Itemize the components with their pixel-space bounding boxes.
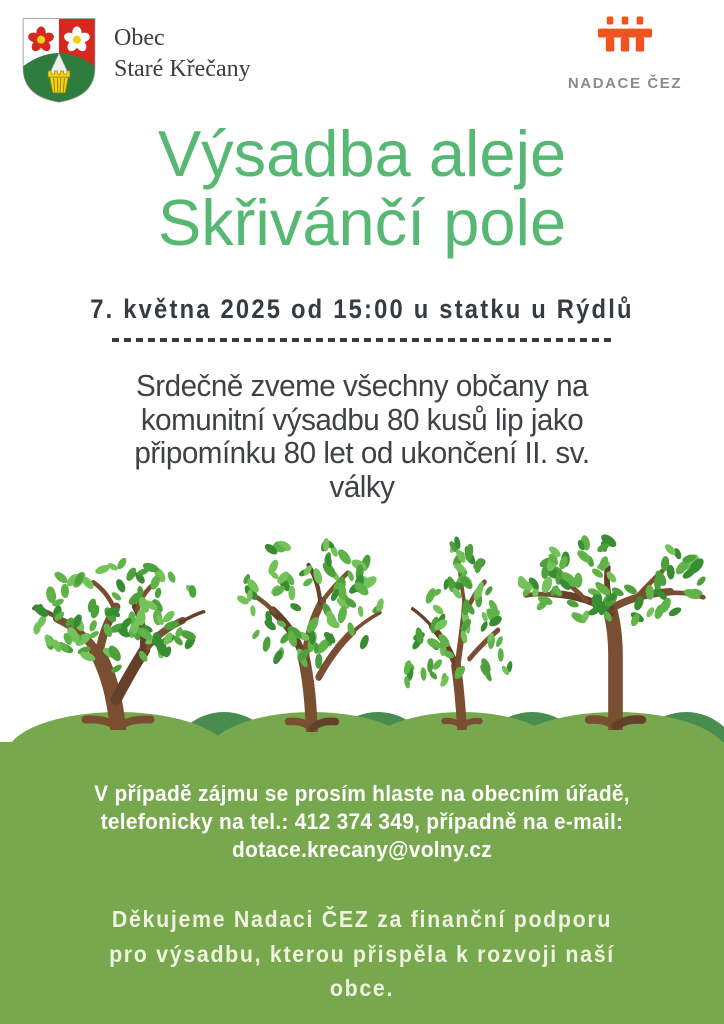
- dashed-divider: [112, 338, 612, 342]
- thanks-line: pro výsadbu, kterou přispěla k rozvoji naší: [109, 940, 615, 967]
- poster-title-line2: Skřivánčí pole: [157, 185, 567, 259]
- municipality-name: [114, 16, 251, 85]
- poster-title: [0, 117, 724, 259]
- thanks-line: Děkujeme Nadaci ČEZ za finanční podporu: [111, 906, 613, 932]
- trees-illustration: [0, 500, 724, 760]
- contact-line: V případě zájmu se prosím hlaste na obecním úřadě,: [94, 781, 630, 806]
- event-date-line: 7. května 2025 od 15:00 u statku u Rýdlů: [90, 294, 634, 324]
- invitation-line: války: [329, 469, 395, 504]
- tree-icon: [387, 525, 537, 730]
- thanks-line: obce.: [329, 975, 395, 1001]
- municipality-name-line1: Obec: [114, 25, 165, 51]
- invitation-line: připomínku 80 let od ukončení II. sv.: [134, 436, 590, 471]
- tree-icon: [23, 530, 213, 730]
- nadace-cez-icon: [597, 14, 653, 62]
- municipality-branding: [20, 16, 251, 104]
- poster-title-line1: Výsadba aleje: [157, 117, 567, 190]
- contact-email: dotace.krecany@volny.cz: [231, 837, 493, 863]
- nadace-cez-label: NADACE ČEZ: [567, 75, 683, 92]
- contact-line: telefonicky na tel.: 412 374 349, případně na e-mail:: [100, 809, 624, 835]
- municipality-name-line2: Staré Křečany: [114, 56, 251, 83]
- tree-icon: [518, 515, 713, 730]
- invitation-line: komunitní výsadbu 80 kusů lip jako: [140, 402, 584, 437]
- municipal-coat-of-arms-icon: [20, 16, 98, 104]
- tree-icon: [227, 514, 397, 732]
- thanks-text: [25, 902, 698, 1006]
- invitation-text: [11, 370, 713, 504]
- nadace-cez-branding: [560, 14, 690, 92]
- green-footer-band: [0, 742, 724, 1024]
- contact-info: [18, 780, 706, 864]
- invitation-line: Srdečně zveme všechny občany na: [135, 369, 589, 403]
